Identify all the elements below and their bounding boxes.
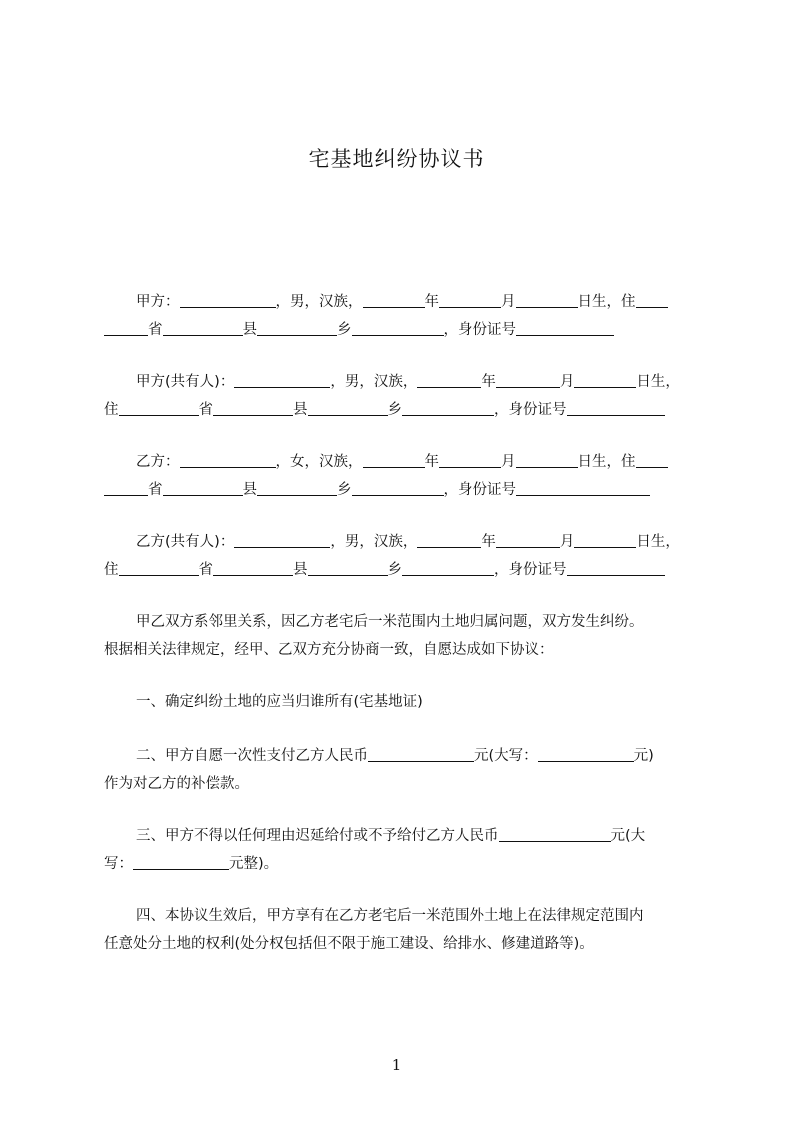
party-b-co-day-blank[interactable]: [574, 532, 636, 548]
clause-1: 一、确定纠纷土地的应当归谁所有(宅基地证): [136, 694, 423, 710]
party-a-name-blank[interactable]: [180, 292, 276, 308]
party-b-co-line-1: 乙方(共有人)： ，男，汉族， 年 月 日生，: [136, 534, 680, 550]
clause-2-amount-blank[interactable]: [368, 746, 474, 762]
party-a-township-blank[interactable]: [257, 320, 337, 336]
party-b-village-blank[interactable]: [352, 480, 444, 496]
party-b-line-2: 省 县 乡 ，身份证号: [104, 480, 704, 500]
party-a-co-id-blank[interactable]: [567, 400, 665, 416]
clause-3-amount-words-blank[interactable]: [133, 854, 229, 870]
clause-3-amount-blank[interactable]: [499, 826, 611, 842]
party-b-line-1: 乙方： ，女，汉族， 年 月 日生，住: [136, 452, 736, 472]
party-b-co-province-blank[interactable]: [119, 560, 199, 576]
party-b-co-id-blank[interactable]: [567, 560, 665, 576]
party-b-co-name-blank[interactable]: [234, 532, 330, 548]
party-b-co-village-blank[interactable]: [402, 560, 494, 576]
party-b-co-line-2: 住 省 县 乡 ，身份证号: [104, 560, 704, 580]
party-a-year-blank[interactable]: [363, 292, 425, 308]
party-b-address-blank[interactable]: [636, 452, 668, 468]
party-a-co-line-2: 住 省 县 乡 ，身份证号: [104, 400, 704, 420]
party-a-province-blank[interactable]: [104, 320, 148, 336]
party-b-co-county-blank[interactable]: [213, 560, 293, 576]
party-a-co-month-blank[interactable]: [496, 372, 560, 388]
clause-2-line-2: 作为对乙方的补偿款。: [104, 776, 249, 792]
party-b-month-blank[interactable]: [439, 452, 501, 468]
party-a-village-blank[interactable]: [352, 320, 444, 336]
party-b-day-blank[interactable]: [516, 452, 578, 468]
clause-4-line-1: 四、本协议生效后，甲方享有在乙方老宅后一米范围外土地上在法律规定范围内: [136, 908, 644, 924]
page-number: 1: [391, 1056, 402, 1074]
party-b-year-blank[interactable]: [363, 452, 425, 468]
party-a-co-line-1: 甲方(共有人)： ，男，汉族， 年 月 日生，: [136, 374, 680, 390]
clause-3-line-2: 写： 元整)。: [104, 856, 279, 872]
party-a-co-county-blank[interactable]: [213, 400, 293, 416]
party-a-co-township-blank[interactable]: [308, 400, 388, 416]
clause-3-line-1: 三、甲方不得以任何理由迟延给付或不予给付乙方人民币 元(大: [136, 828, 646, 844]
party-b-township-blank[interactable]: [257, 480, 337, 496]
party-b-province-blank[interactable]: [104, 480, 148, 496]
party-a-address-blank[interactable]: [636, 292, 668, 308]
party-b-id-blank[interactable]: [516, 480, 650, 496]
party-a-id-blank[interactable]: [516, 320, 614, 336]
party-a-co-village-blank[interactable]: [402, 400, 494, 416]
party-b-county-blank[interactable]: [163, 480, 243, 496]
party-a-co-province-blank[interactable]: [119, 400, 199, 416]
party-b-co-year-blank[interactable]: [417, 532, 481, 548]
party-a-co-name-blank[interactable]: [234, 372, 330, 388]
party-b-co-township-blank[interactable]: [308, 560, 388, 576]
party-a-line-2: 省 县 乡 ，身份证号: [104, 320, 704, 340]
party-a-line-1: 甲方： ，男，汉族， 年 月 日生，住: [136, 292, 736, 312]
clause-4-line-2: 任意处分土地的权利(处分权包括但不限于施工建设、给排水、修建道路等)。: [104, 936, 594, 952]
party-a-co-day-blank[interactable]: [574, 372, 636, 388]
party-b-co-month-blank[interactable]: [496, 532, 560, 548]
intro-line-2: 根据相关法律规定，经甲、乙双方充分协商一致，自愿达成如下协议：: [104, 642, 554, 658]
clause-2-line-1: 二、甲方自愿一次性支付乙方人民币 元(大写： 元): [136, 748, 654, 764]
party-b-name-blank[interactable]: [180, 452, 276, 468]
party-a-county-blank[interactable]: [163, 320, 243, 336]
intro-line-1: 甲乙双方系邻里关系，因乙方老宅后一米范围内土地归属问题，双方发生纠纷。: [136, 614, 644, 630]
party-a-co-year-blank[interactable]: [417, 372, 481, 388]
document-title: 宅基地纠纷协议书: [308, 147, 485, 171]
party-a-day-blank[interactable]: [516, 292, 578, 308]
clause-2-amount-words-blank[interactable]: [538, 746, 634, 762]
party-a-month-blank[interactable]: [439, 292, 501, 308]
